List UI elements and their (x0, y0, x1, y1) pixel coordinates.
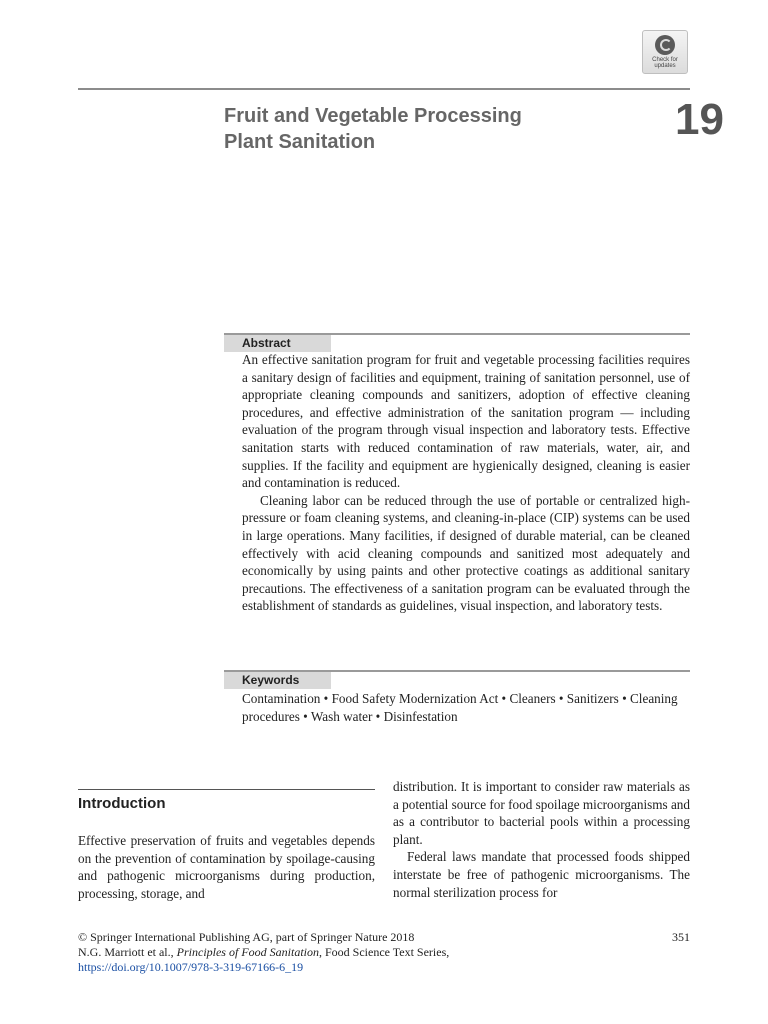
introduction-right-paragraph-1: distribution. It is important to consider raw materials as a potential source for food spoilage microorganisms and as a contributor to bacterial pools within a processing plant. (393, 779, 690, 847)
abstract-body (242, 351, 690, 615)
chapter-title-line2: Plant Sanitation (224, 131, 376, 153)
left-column (78, 832, 375, 902)
footer (78, 930, 690, 975)
abstract-label: Abstract (224, 335, 331, 352)
copyright-line: © Springer International Publishing AG, part of Springer Nature 2018 (78, 930, 415, 944)
chapter-title (224, 103, 604, 155)
introduction-rule (78, 789, 375, 790)
badge-line2: updates (654, 63, 676, 69)
badge-line1: Check for (652, 57, 678, 63)
page-number: 351 (672, 930, 690, 944)
citation-book-title: Principles of Food Sanitation (176, 945, 319, 959)
introduction-heading: Introduction (78, 795, 166, 812)
introduction-left-text: Effective preservation of fruits and vegetables depends on the prevention of contamination by spoilage-causing and pathogenic microorganisms during production, processing, storage, and (78, 833, 375, 901)
chapter-title-line1: Fruit and Vegetable Processing (224, 105, 522, 127)
abstract-paragraph-2: Cleaning labor can be reduced through the use of portable or centralized high-pressure or foam cleaning systems, and cleaning-in-place (CIP) systems can be used in large operations. Many facilities, if designed of durable material, can be cleaned effectively with acid cleaning compounds and sanitized most adequately and economically by using paints and other protective coatings as additional sanitary precautions. The effectiveness of a sanitation program can be evaluated through the establishment of standards as guidelines, visual inspection, and laboratory tests. (242, 492, 690, 614)
chapter-number: 19 (675, 95, 724, 144)
top-rule (78, 88, 690, 90)
keywords-label: Keywords (224, 672, 331, 689)
citation-series: , Food Science Text Series, (318, 945, 450, 959)
doi-link[interactable]: https://doi.org/10.1007/978-3-319-67166-6_19 (78, 960, 304, 974)
right-column (393, 778, 690, 901)
citation-line (78, 945, 690, 960)
citation-authors: N.G. Marriott et al., (78, 945, 177, 959)
keywords-list: Contamination • Food Safety Modernization Act • Cleaners • Sanitizers • Cleaning procedures • Wash water • Disinfestation (242, 691, 678, 724)
badge-text (643, 57, 687, 69)
abstract-paragraph-1: An effective sanitation program for fruit and vegetable processing facilities requires a sanitary design of facilities and equipment, training of sanitation personnel, use of appropriate cleaning compounds and sanitizers, adoption of effective cleaning procedures, and effective administration of the sanitation program — including evaluation of the program through visual inspection and laboratory tests. Effective sanitation starts with reduced contamination of raw materials, water, air, and supplies. If the facility and equipment are hygienically designed, cleaning is easier and contamination is reduced. (242, 352, 690, 491)
introduction-right-paragraph-2: Federal laws mandate that processed foods shipped interstate be free of pathogenic microorganisms. The normal sterilization process for (393, 849, 690, 900)
check-updates-icon (655, 35, 675, 55)
check-for-updates-badge[interactable] (642, 30, 688, 74)
